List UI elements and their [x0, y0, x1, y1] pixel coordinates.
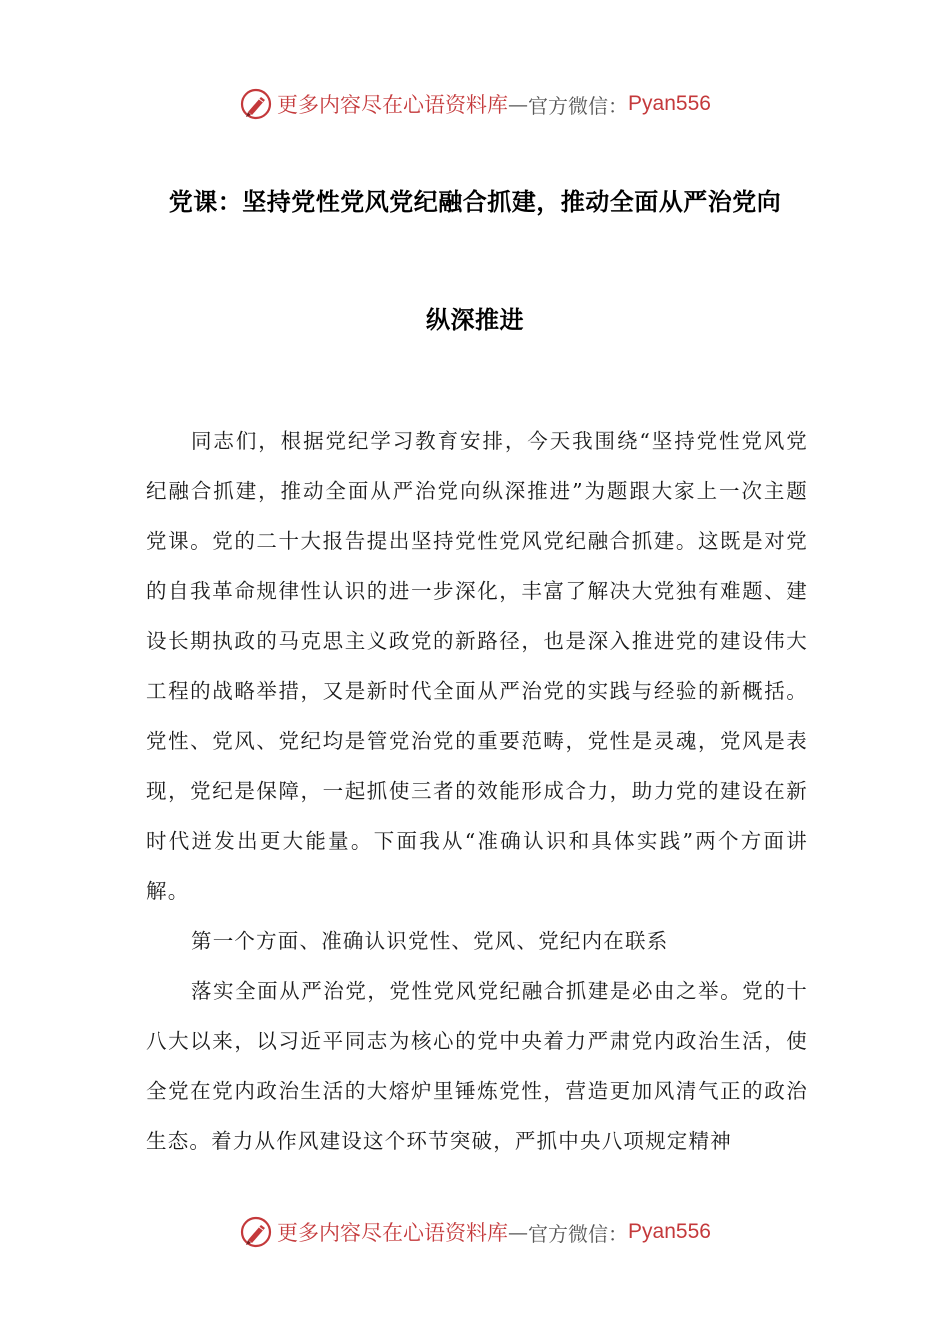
banner-brand-text: 更多内容尽在心语资料库: [277, 93, 509, 117]
banner-wechat-label: 官方微信：: [528, 93, 629, 118]
banner-wechat-id: Pyan556: [628, 92, 711, 115]
header-banner: [0, 84, 950, 124]
footer-banner: [0, 1212, 950, 1252]
banner-wechat-label: 官方微信：: [528, 1221, 629, 1246]
banner-separator: —: [508, 1220, 529, 1244]
document-body: [146, 416, 808, 1166]
body-paragraph: 落实全面从严治党，党性党风党纪融合抓建是必由之举。党的十八大以来，以习近平同志为核心的党中央着力严肃党内政治生活，使全党在党内政治生活的大熔炉里锤炼党性，营造更加风清气正的政治生态。着力从作风建设这个环节突破，严抓中央八项规定精神: [146, 979, 808, 1153]
section-heading: 第一个方面、准确认识党性、党风、党纪内在联系: [191, 929, 669, 953]
document-title-line-2: 纵深推进: [426, 306, 524, 334]
document-title-line-1: 党课：坚持党性党风党纪融合抓建，推动全面从严治党向: [168, 188, 782, 216]
banner-wechat-id: Pyan556: [628, 1220, 711, 1243]
banner-separator: —: [508, 92, 529, 116]
body-paragraph: 同志们，根据党纪学习教育安排，今天我围绕“坚持党性党风党纪融合抓建，推动全面从严治党向纵深推进”为题跟大家上一次主题党课。党的二十大报告提出坚持党性党风党纪融合抓建。这既是对党的自我革命规律性认识的进一步深化，丰富了解决大党独有难题、建设长期执政的马克思主义政党的新路径，也是深入推进党的建设伟大工程的战略举措，又是新时代全面从严治党的实践与经验的新概括。党性、党风、党纪均是管党治党的重要范畴，党性是灵魂，党风是表现，党纪是保障，一起抓使三者的效能形成合力，助力党的建设在新时代迸发出更大能量。下面我从“准确认识和具体实践”两个方面讲解。: [146, 429, 808, 903]
pen-nib-logo-icon: [239, 1215, 273, 1249]
pen-nib-logo-icon: [239, 87, 273, 121]
banner-brand-text: 更多内容尽在心语资料库: [277, 1221, 509, 1245]
